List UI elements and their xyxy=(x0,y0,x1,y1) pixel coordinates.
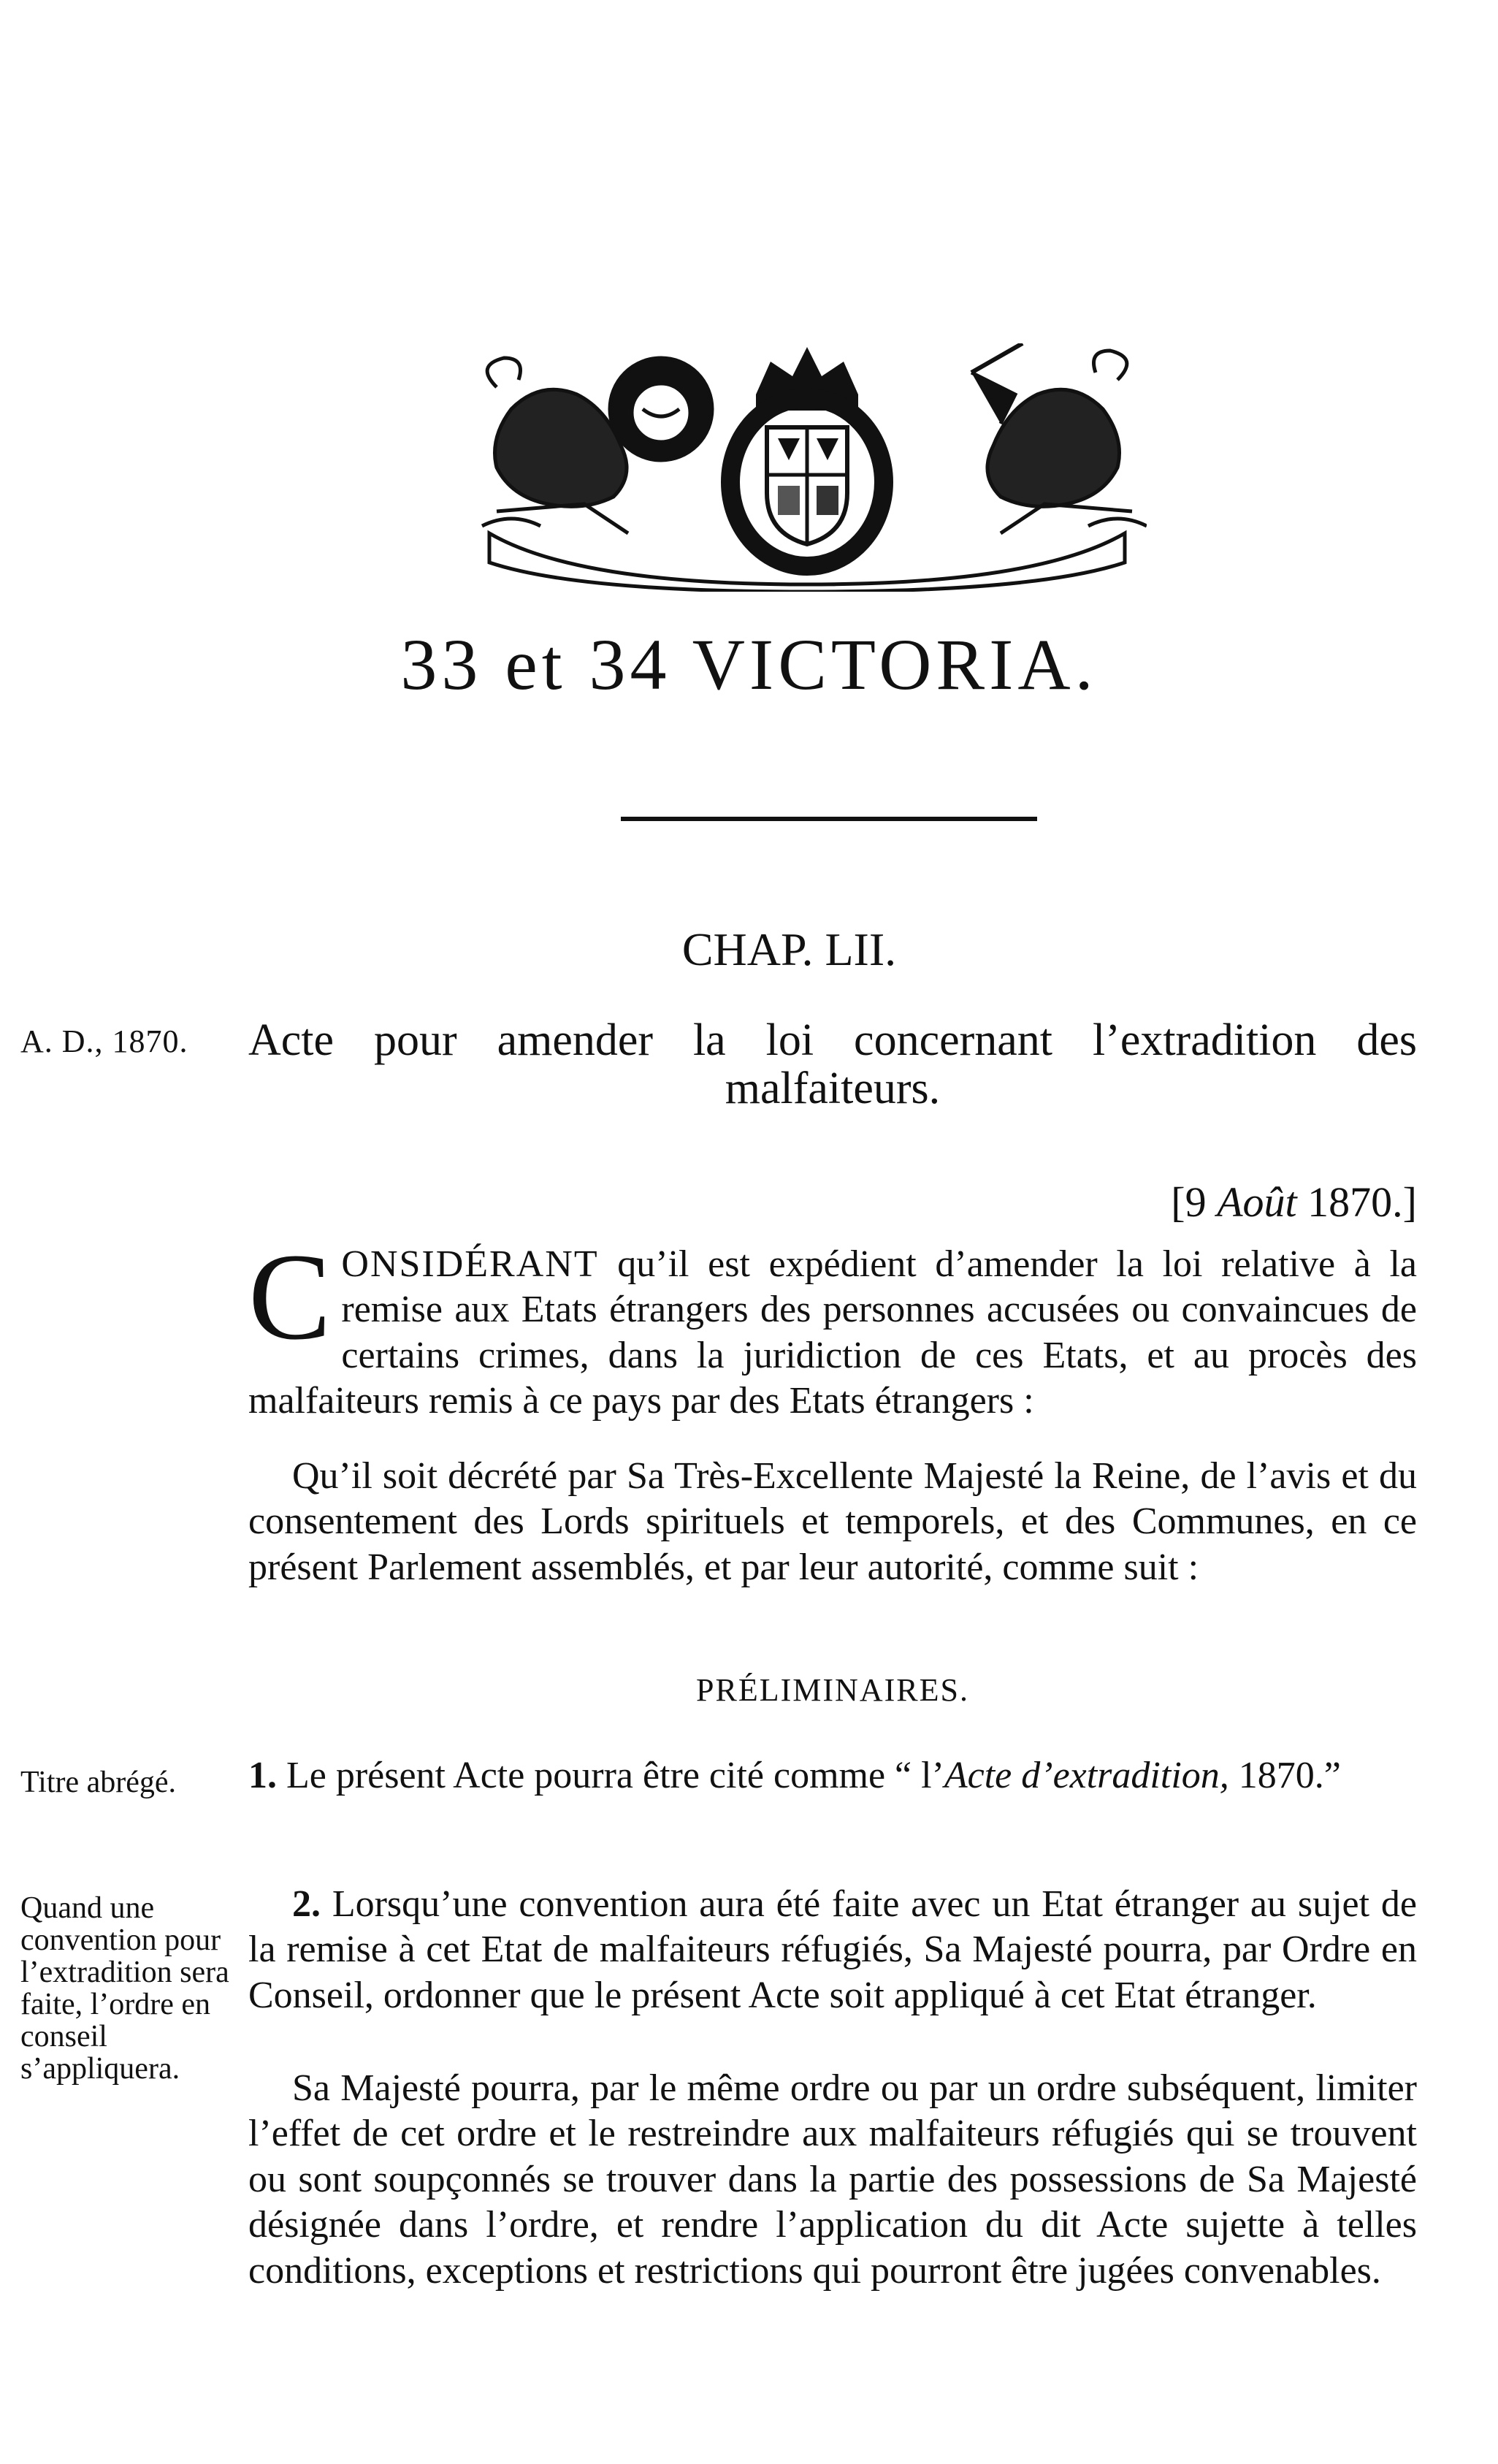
section-number: 1. xyxy=(248,1755,277,1796)
enacting-clause: Qu’il soit décrété par Sa Très-Excellente Majesté la Reine, de l’avis et du consentement des Lords spirituels et temporels, et des Communes, en ce présent Parlement assemblés, et par leur autorité, comme suit : xyxy=(248,1455,1417,1588)
section-2-text: Lorsqu’une convention aura été faite avec un Etat étranger au sujet de la remise à cet Etat de malfaiteurs réfugiés, Sa Majesté pourra, par Ordre en Conseil, ordonner que le présent Acte soit appliqué à cet Etat étranger. xyxy=(248,1883,1417,2016)
margin-note-section-1: Titre abrégé. xyxy=(20,1766,177,1799)
section-heading-preliminaires: PRÉLIMINAIRES. xyxy=(696,1672,969,1708)
preamble-text: qu’il est expédient d’amender la loi relative à la remise aux Etats étrangers des personnes accusées ou convaincues de certains crimes, dans la juridiction de ces Etats, et au procès des malfaiteurs remis à ce pays par des Etats étrangers : xyxy=(248,1243,1417,1422)
year-margin-note: A. D., 1870. xyxy=(20,1023,188,1059)
act-date xyxy=(1096,1178,1417,1227)
date-open: [9 xyxy=(1171,1178,1218,1226)
section-1 xyxy=(248,1753,1417,1799)
chapter-heading: CHAP. LII. xyxy=(681,923,897,975)
section-1-short-title: Acte d’extradition, xyxy=(944,1755,1229,1796)
date-close: 1870.] xyxy=(1296,1178,1417,1226)
act-title: Acte pour amender la loi concernant l’extradition des malfaiteurs. xyxy=(248,1015,1417,1113)
shield-garter-icon xyxy=(730,347,884,566)
section-2 xyxy=(248,1882,1417,2018)
date-month: Août xyxy=(1217,1178,1297,1226)
section-1-text-after: 1870.” xyxy=(1228,1755,1341,1796)
section-number: 2. xyxy=(292,1883,321,1925)
drop-cap: C xyxy=(248,1228,332,1365)
section-1-text-before: Le présent Acte pourra être cité comme “ l’ xyxy=(277,1755,944,1796)
royal-coat-of-arms xyxy=(467,343,1147,592)
unicorn-supporter-icon xyxy=(971,343,1147,533)
margin-note-section-2: Quand une convention pour l’extradition sera faite, l’ordre en conseil s’appliquera. xyxy=(20,1891,229,2086)
page-title: 33 et 34 VICTORIA. xyxy=(400,624,1098,705)
preamble-lead: ONSIDÉRANT xyxy=(341,1243,599,1285)
title-divider xyxy=(621,817,1037,821)
preamble-paragraph xyxy=(248,1228,1417,1424)
lion-supporter-icon xyxy=(482,358,712,533)
section-2-continued: Sa Majesté pourra, par le même ordre ou par un ordre subséquent, limiter l’effet de cet ordre et le restreindre aux malfaiteurs réfugiés qui se trouvent ou sont soupçonnés se trouver dans la partie des possessions de Sa Majesté désignée dans l’ordre, et rendre l’application du dit Acte sujette à telles conditions, exceptions et restrictions qui pourront être jugées convenables. xyxy=(248,2067,1417,2292)
